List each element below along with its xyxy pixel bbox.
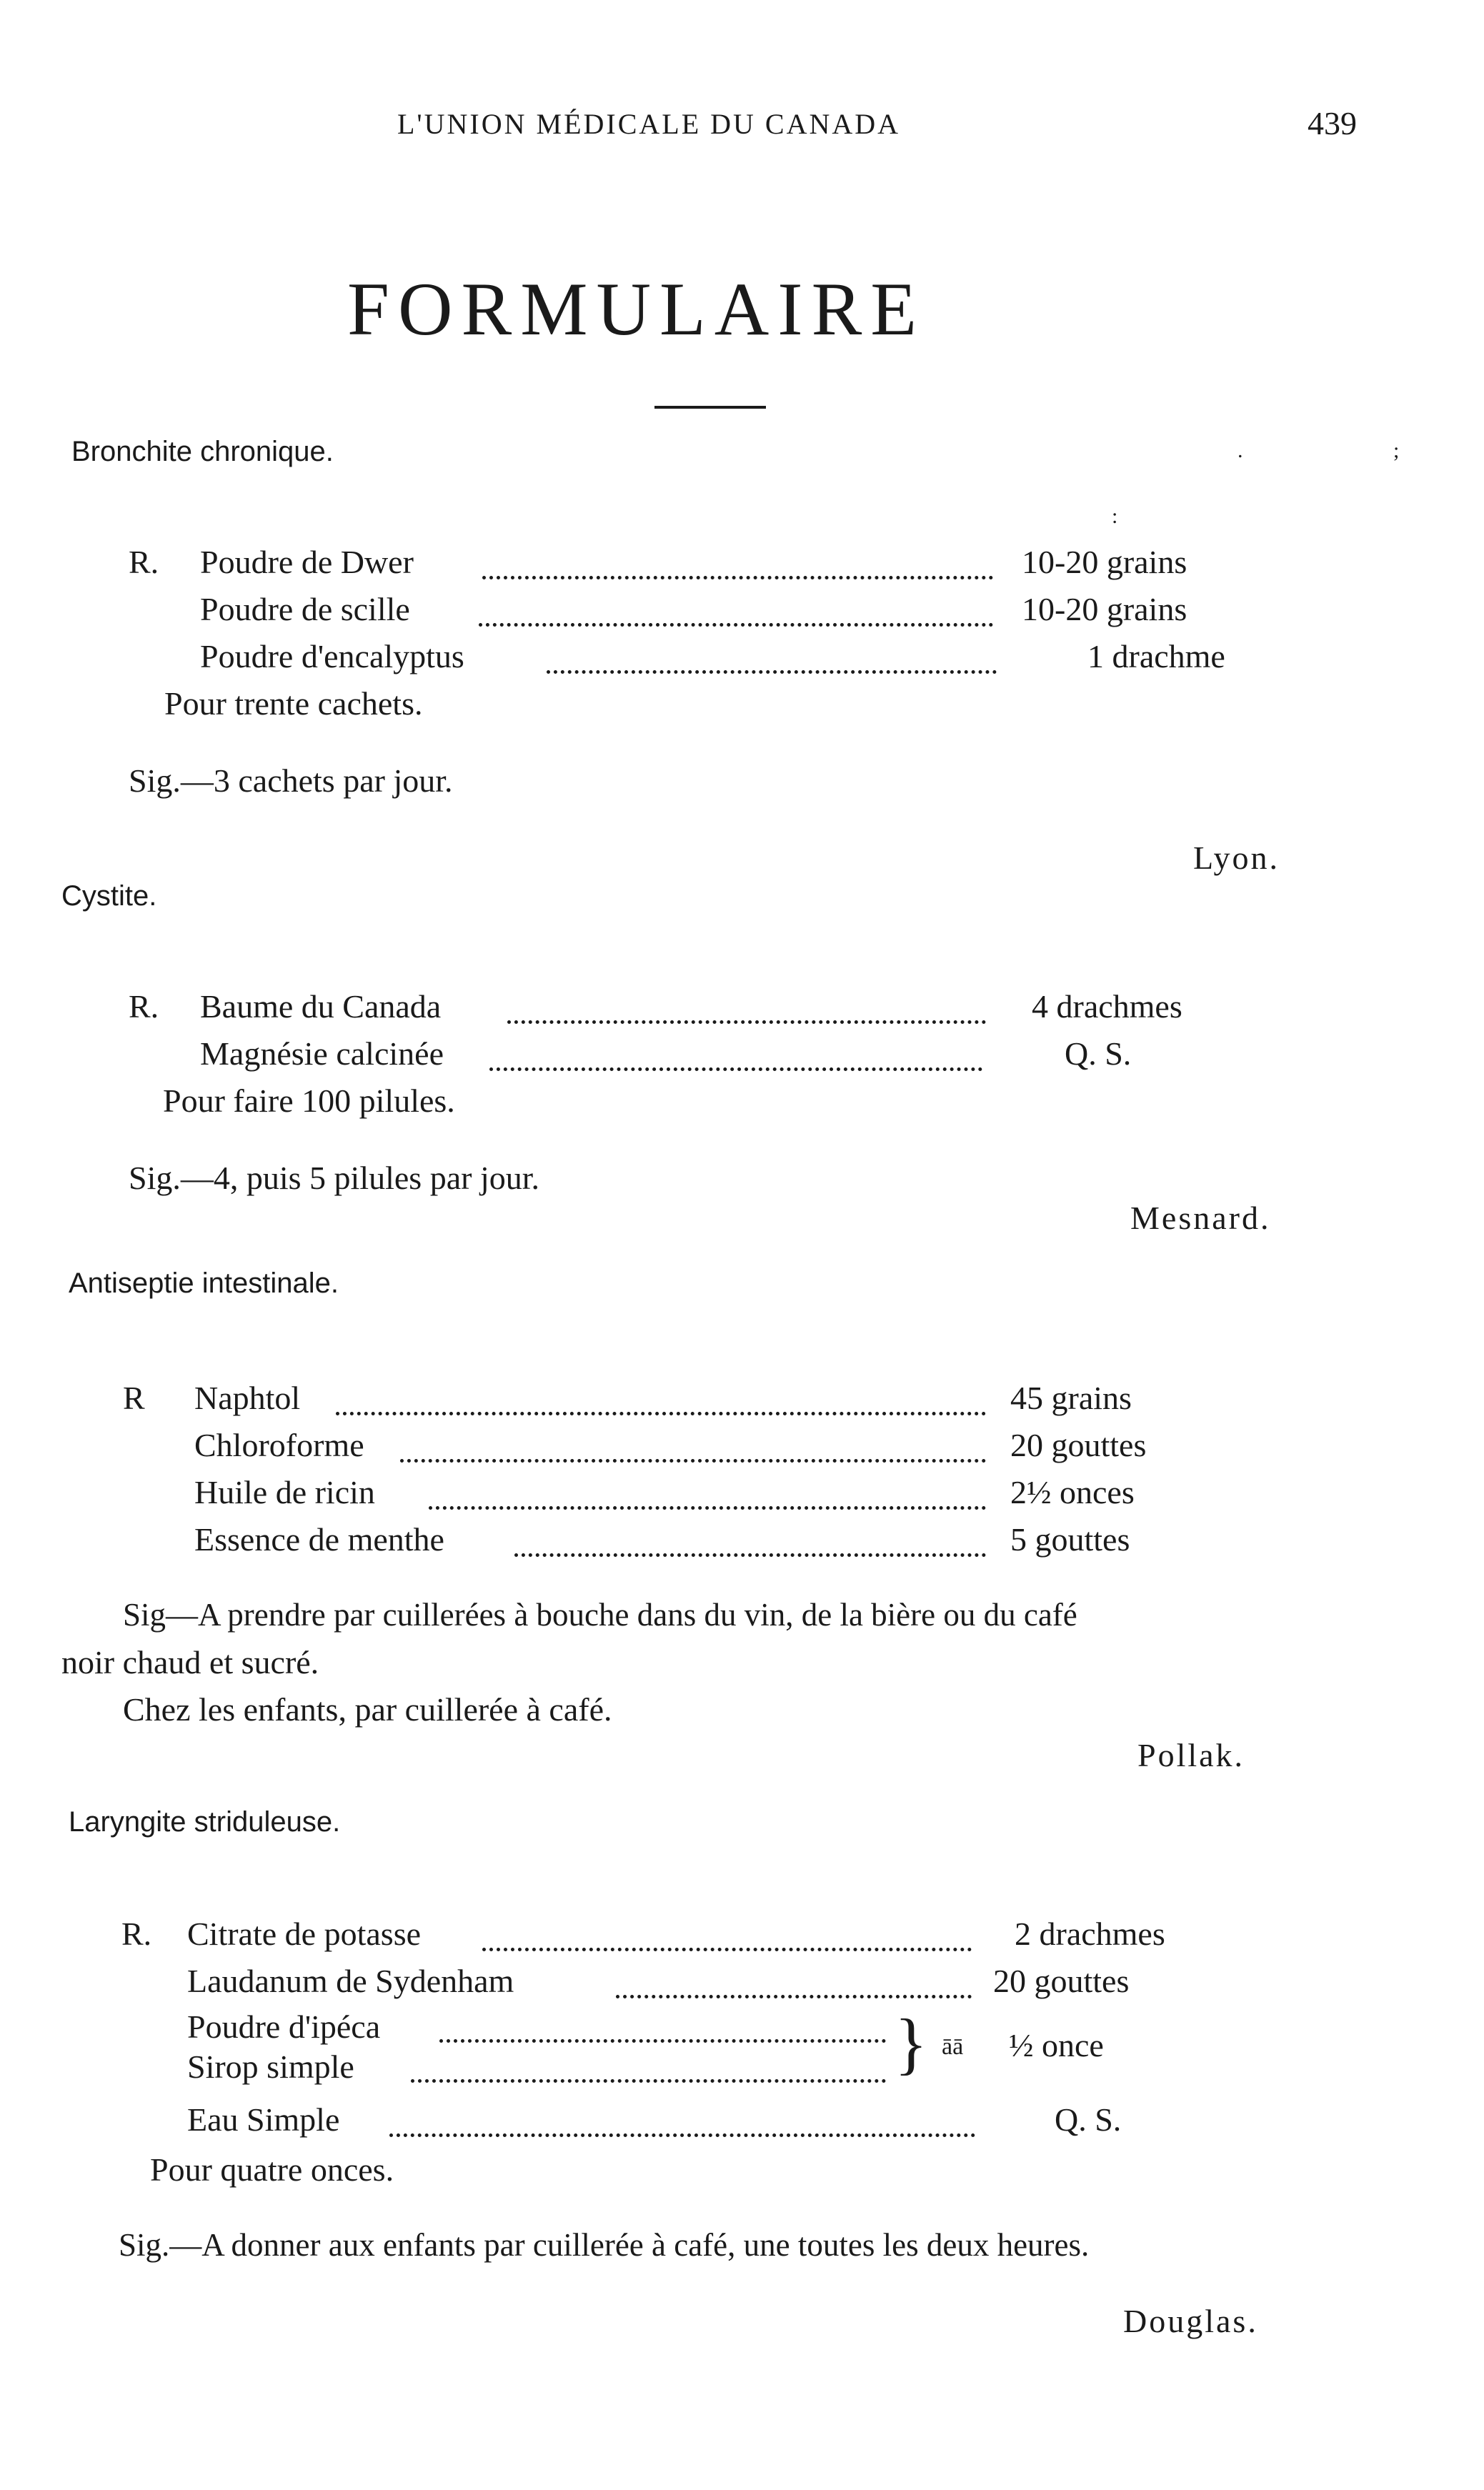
dot-leader [482, 576, 993, 579]
author-name: Lyon. [1193, 840, 1280, 876]
stray-mark-2: ; [1393, 439, 1400, 462]
signa-line: Chez les enfants, par cuillerée à café. [123, 1691, 612, 1728]
dot-leader [479, 623, 993, 627]
ingredient-qty: 2½ onces [1010, 1474, 1135, 1510]
ingredient-name: Magnésie calcinée [200, 1035, 444, 1072]
ingredient-qty: 10-20 grains [1022, 544, 1187, 580]
author-name: Mesnard. [1130, 1200, 1271, 1236]
ingredient-qty: 20 gouttes [1010, 1427, 1147, 1463]
ingredient-qty: 5 gouttes [1010, 1521, 1130, 1558]
rx-symbol: R. [129, 988, 159, 1025]
ingredient-name: Poudre de Dwer [200, 544, 414, 580]
running-title: L'UNION MÉDICALE DU CANADA [397, 108, 901, 140]
dot-leader [507, 1020, 986, 1024]
ingredient-name: Naphtol [194, 1380, 301, 1416]
dot-leader [489, 1067, 982, 1071]
ingredient-qty: 2 drachmes [1015, 1916, 1165, 1952]
dot-leader [482, 1948, 972, 1951]
section-heading: Laryngite striduleuse. [69, 1806, 341, 1838]
stray-mark-3: : [1112, 504, 1118, 528]
combined-qty-prefix: āā [942, 2033, 964, 2060]
signa-line: noir chaud et sucré. [61, 1644, 319, 1680]
ingredient-qty: 20 gouttes [993, 1963, 1130, 1999]
ingredient-name: Poudre de scille [200, 591, 410, 627]
section-heading: Bronchite chronique. [71, 436, 334, 467]
ingredient-name: Poudre d'ipéca [187, 2008, 381, 2045]
ingredient-name: Laudanum de Sydenham [187, 1963, 514, 1999]
preparation-instruction: Pour faire 100 pilules. [163, 1082, 455, 1119]
dot-leader [547, 670, 997, 674]
title-rule [654, 406, 766, 409]
rx-symbol: R. [121, 1916, 152, 1952]
signa-line: Sig.—A donner aux enfants par cuillerée à café, une toutes les deux heures. [119, 2227, 1090, 2263]
preparation-instruction: Pour trente cachets. [164, 685, 423, 722]
ingredient-qty: 4 drachmes [1032, 988, 1182, 1025]
signa-line: Sig.—4, puis 5 pilules par jour. [129, 1160, 539, 1196]
ingredient-name: Citrate de potasse [187, 1916, 422, 1952]
signa-line: Sig—A prendre par cuillerées à bouche dans du vin, de la bière ou du café [123, 1597, 1077, 1633]
rx-symbol: R [123, 1380, 145, 1416]
page-number: 439 [1308, 105, 1357, 141]
rx-symbol: R. [129, 544, 159, 580]
page-title: FORMULAIRE [347, 267, 926, 351]
dot-leader [514, 1553, 986, 1557]
dot-leader [411, 2079, 886, 2083]
grouping-brace: } [895, 2005, 928, 2081]
dot-leader [400, 1459, 986, 1463]
dot-leader [336, 1412, 986, 1415]
dot-leader [429, 1506, 986, 1510]
ingredient-qty: Q. S. [1065, 1035, 1132, 1072]
dot-leader [439, 2039, 886, 2043]
preparation-instruction: Pour quatre onces. [150, 2151, 394, 2188]
ingredient-name: Baume du Canada [200, 988, 442, 1025]
section-heading: Antiseptie intestinale. [69, 1268, 339, 1299]
ingredient-qty: 45 grains [1010, 1380, 1132, 1416]
ingredient-name: Huile de ricin [194, 1474, 375, 1510]
author-name: Pollak. [1137, 1737, 1245, 1773]
author-name: Douglas. [1123, 2303, 1258, 2339]
stray-mark-1: . [1238, 439, 1243, 462]
dot-leader [389, 2133, 975, 2137]
ingredient-name: Eau Simple [187, 2101, 340, 2138]
dot-leader [616, 1995, 972, 1998]
ingredient-name: Chloroforme [194, 1427, 364, 1463]
combined-qty: ½ once [1009, 2027, 1104, 2063]
ingredient-name: Poudre d'encalyptus [200, 638, 464, 674]
signa-line: Sig.—3 cachets par jour. [129, 762, 453, 799]
ingredient-name: Essence de menthe [194, 1521, 444, 1558]
ingredient-qty: 1 drachme [1087, 638, 1225, 674]
section-heading: Cystite. [61, 880, 157, 912]
ingredient-name: Sirop simple [187, 2048, 354, 2085]
ingredient-qty: 10-20 grains [1022, 591, 1187, 627]
ingredient-qty: Q. S. [1055, 2101, 1122, 2138]
